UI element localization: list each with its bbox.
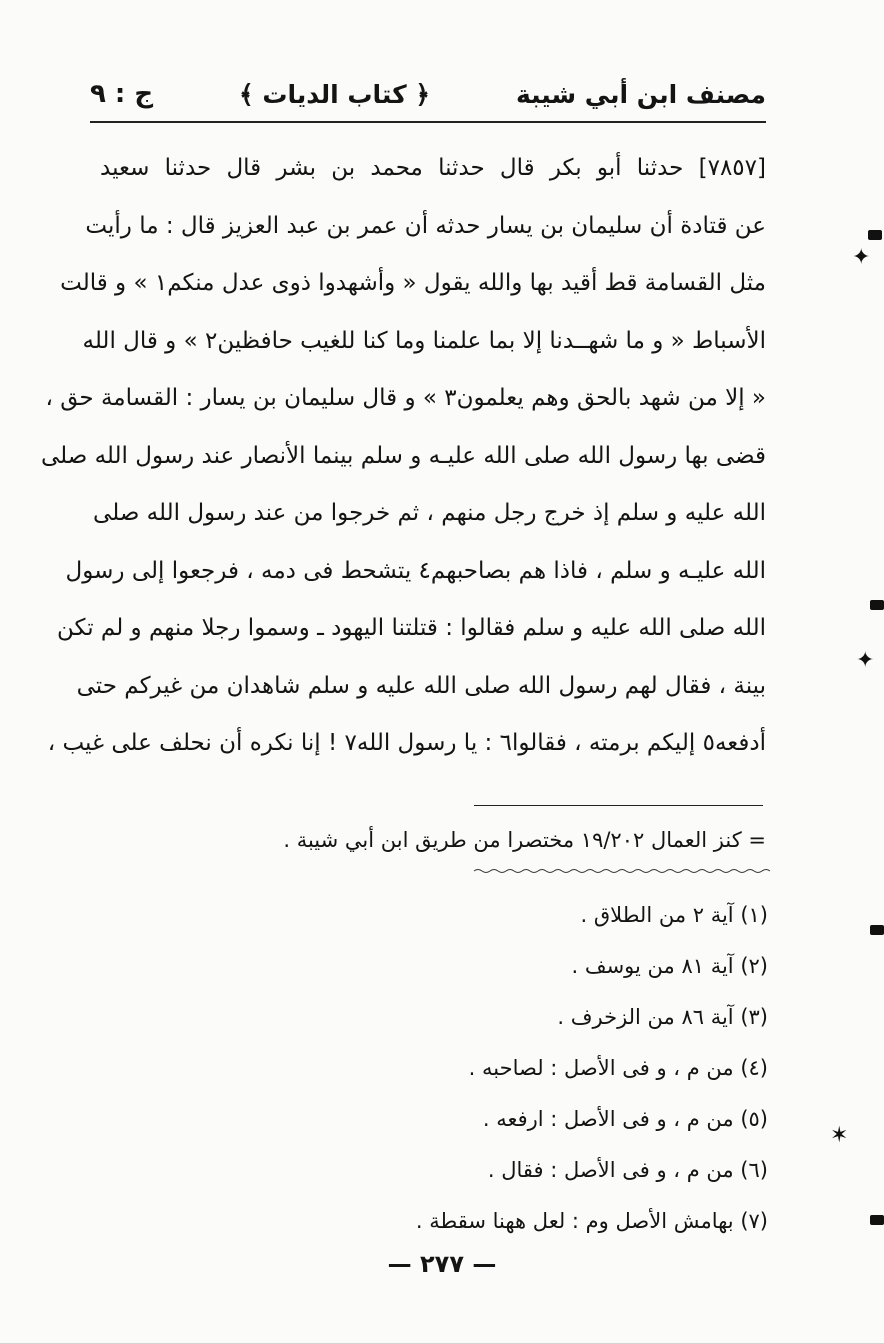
margin-ink-mark: ✦	[852, 245, 871, 270]
margin-ink-mark	[870, 925, 884, 935]
source-note: = كنز العمال ١٩/٢٠٢ مختصرا من طريق ابن أبي شيبة .	[283, 828, 766, 852]
text-line: الله صلى الله عليه و سلم فقالوا : قتلتنا اليهود ـ وسموا رجلا منهم و لم تكن	[57, 615, 766, 641]
margin-ink-mark	[870, 600, 884, 610]
margin-ink-mark	[870, 1215, 884, 1225]
margin-ink-mark: ✦	[856, 648, 875, 673]
footnote-separator	[474, 805, 763, 806]
margin-ink-mark: ✶	[830, 1123, 849, 1148]
text-line: الله عليه و سلم إذ خرج رجل منهم ، ثم خرجوا من عند رسول الله صلى	[93, 500, 766, 526]
text-line: [٧٨٥٧] حدثنا أبو بكر قال حدثنا محمد بن بشر قال حدثنا سعيد	[100, 155, 766, 181]
margin-ink-mark	[868, 230, 882, 240]
text-line: أدفعه٥ إليكم برمته ، فقالوا٦ : يا رسول الله٧ ! إنا نكره أن نحلف على غيب ،	[47, 730, 766, 756]
text-line: بينة ، فقال لهم رسول الله صلى الله عليه و سلم شاهدان من غيركم حتى	[76, 672, 766, 699]
text-line: عن قتادة أن سليمان بن يسار حدثه أن عمر بن عبد العزيز قال : ما رأيت	[85, 212, 766, 239]
footnote: (٧) بهامش الأصل وم : لعل ههنا سقطة .	[415, 1209, 768, 1233]
text-line: « إلا من شهد بالحق وهم يعلمون٣ » و قال سليمان بن يسار : القسامة حق ،	[45, 385, 766, 411]
footnote: (١) آية ٢ من الطلاق .	[580, 903, 768, 927]
wavy-separator	[474, 868, 770, 874]
book-title: مصنف ابن أبي شيبة	[515, 79, 766, 109]
text-line: الأسباط « و ما شهــدنا إلا بما علمنا وما كنا للغيب حافظين٢ » و قال الله	[82, 327, 766, 354]
footnote: (٤) من م ، و فى الأصل : لصاحبه .	[468, 1056, 768, 1080]
text-line: الله عليـه و سلم ، فاذا هم بصاحبهم٤ يتشحط فى دمه ، فرجعوا إلى رسول	[65, 557, 766, 584]
chapter-title: ﴿ كتاب الديات ﴾	[239, 79, 431, 109]
footnote: (٢) آية ٨١ من يوسف .	[571, 954, 768, 978]
volume-label: ج : ٩	[90, 79, 154, 109]
footnotes	[200, 890, 768, 1247]
hadith-text	[40, 140, 766, 773]
footnote: (٦) من م ، و فى الأصل : فقال .	[487, 1158, 768, 1182]
header-rule	[90, 121, 766, 123]
running-header	[90, 72, 766, 116]
footnote: (٥) من م ، و فى الأصل : ارفعه .	[482, 1107, 768, 1131]
page-number: — ٢٧٧ —	[387, 1250, 497, 1278]
footnote: (٣) آية ٨٦ من الزخرف .	[557, 1005, 768, 1029]
text-line: قضى بها رسول الله صلى الله عليـه و سلم بينما الأنصار عند رسول الله صلى	[40, 442, 766, 469]
text-line: مثل القسامة قط أقيد بها والله يقول « وأشهدوا ذوى عدل منكم١ » و قالت	[60, 270, 766, 296]
